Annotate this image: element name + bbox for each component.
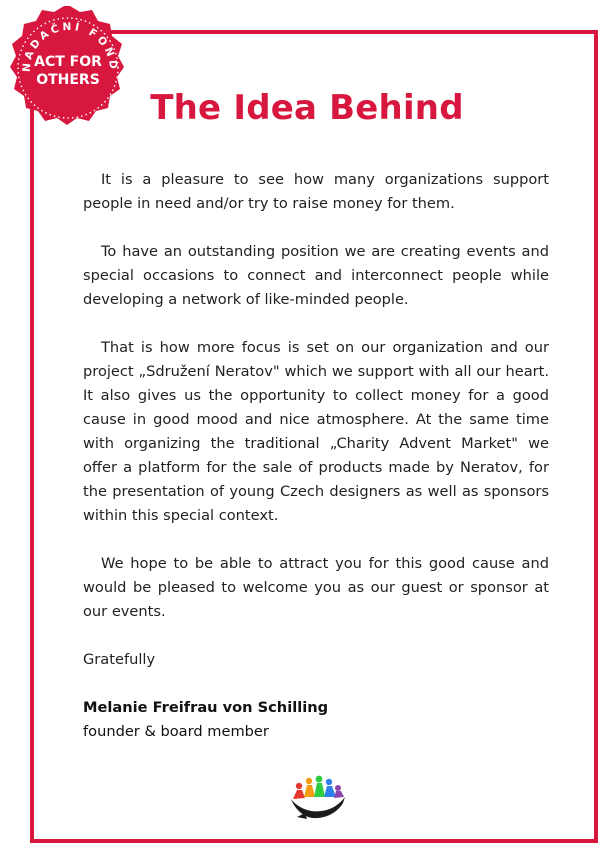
seal-arc-text: NADAČNÍ FOND	[20, 20, 120, 73]
seal-line-2: OTHERS	[36, 72, 100, 88]
paragraph-2: To have an outstanding position we are creating events and special occasions to connect and interconnect people while developing a network of like-minded people.	[83, 243, 549, 308]
paragraph-1: It is a pleasure to see how many organizations support people in need and/or try to raise money for them.	[83, 171, 549, 212]
signature-block	[83, 696, 328, 744]
paragraph-4: We hope to be able to attract you for this good cause and would be pleased to welcome you as our guest or sponsor at our events.	[83, 555, 549, 620]
signer-role: founder & board member	[83, 723, 269, 740]
paragraph-3: That is how more focus is set on our organization and our project „Sdružení Neratov" which we support with all our heart. It also gives us the opportunity to collect money for a good cause in good mood and nice atmosphere. At the same time with organizing the traditional „Charity Advent Market" we offer a platform for the sale of products made by Neratov, for the presentation of young Czech designers as well as sponsors within this special context.	[83, 339, 549, 524]
seal-line-1: ACT FOR	[34, 54, 102, 70]
signer-name: Melanie Freifrau von Schilling	[83, 699, 329, 716]
closing-text: Gratefully	[83, 651, 156, 668]
page-title: The Idea Behind	[150, 88, 464, 128]
letter-body	[83, 168, 549, 648]
helping-hands-people-logo-icon	[287, 773, 347, 821]
